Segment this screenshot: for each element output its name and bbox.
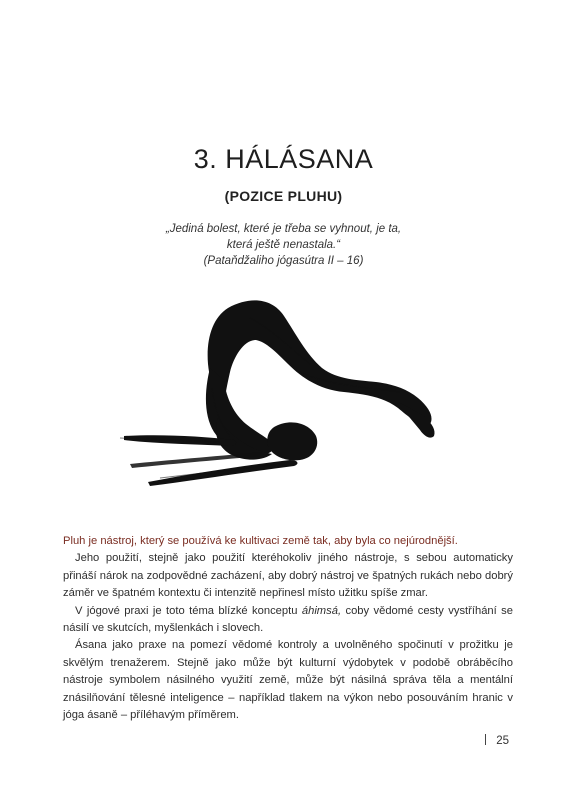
epigraph [0,221,567,269]
paragraph-2-end: coby vědomé cesty vystříhání se násilí ve skutcích, myšlenkách i slovech. [63,604,513,635]
epigraph-source: (Pataňdžaliho jógasútra II – 16) [203,255,364,267]
figure-hips [208,300,432,424]
paragraph-2-start: V jógové praxi je toto téma blízké konceptu [75,604,302,617]
lead-paragraph: Pluh je nástroj, který se používá ke kultivaci země tak, aby byla co nejúrodnější. [63,535,458,547]
epigraph-line-1: „Jediná bolest, které je třeba se vyhnout, je ta, [165,223,402,235]
paragraph-3: Ásana jako praxe na pomezí vědomé kontroly a uvolněného spočinutí v prožitku je skvělým trenažerem. Stejně jako může být kulturní výdobytek v podobě obráběcího nástroje symbolem násilného využití země, může být násilná správa těla a mentální znásilňování tělesné inteligence – například tlakem na výkon nebo posouváním hranic v jóga ásaně – příléhavým příměrem. [63,639,513,722]
paragraph-2-term: áhimsá, [301,604,342,617]
halasana-ink-illustration [100,268,460,498]
body-text [63,533,513,724]
paragraph-1: Jeho použití, stejně jako použití kteréhokoliv jiného nástroje, s sebou automaticky přináší nárok na zodpovědné zacházení, aby dobrý nástroj ve špatných rukách nebo dobrý záměr ve špatném kontextu či intenzitě nepřinesl místo užitku spíše zmar. [63,552,513,600]
epigraph-line-2: která ještě nenastala.“ [226,239,341,251]
figure-head [267,422,317,460]
chapter-title: 3. HÁLÁSANA [193,144,374,174]
paragraph-2 [63,603,513,638]
page-number: 25 [496,735,509,747]
page-folio [485,734,509,747]
figure-hand-strokes [130,452,262,468]
chapter-subtitle: (POZICE PLUHU) [224,188,343,204]
folio-divider [485,734,486,745]
